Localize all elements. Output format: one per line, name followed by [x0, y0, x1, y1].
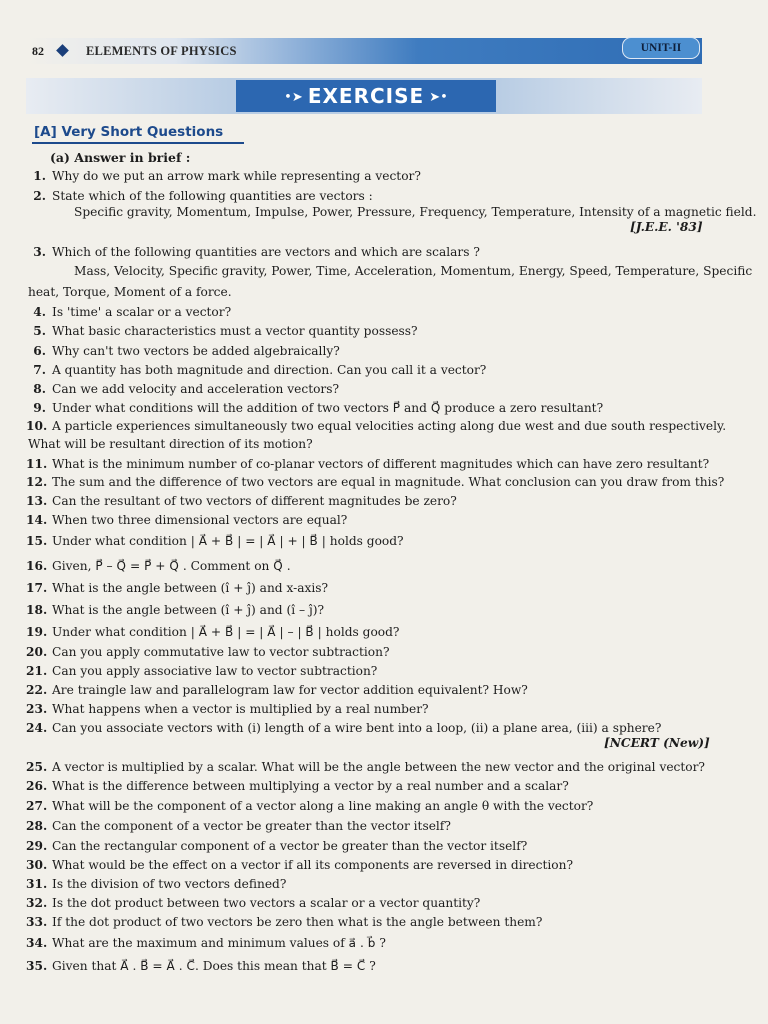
question-21 [26, 663, 377, 679]
question-number: 24. [26, 721, 48, 735]
unit-badge: UNIT-II [622, 37, 700, 59]
reference-tag: [J.E.E. '83] [630, 220, 703, 234]
question-13 [26, 493, 457, 509]
question-10-continuation: What will be resultant direction of its motion? [28, 437, 313, 451]
question-text: Can you apply commutative law to vector subtraction? [52, 645, 390, 659]
question-number: 33. [26, 915, 48, 929]
question-26 [26, 778, 569, 794]
question-number: 30. [26, 858, 48, 872]
question-24 [26, 720, 661, 736]
question-number: 23. [26, 702, 48, 716]
question-number: 12. [26, 475, 48, 489]
question-text: Under what condition | A⃗ + B⃗ | = | A⃗ | + | B⃗ | holds good? [52, 534, 404, 548]
question-text: Is the dot product between two vectors a scalar or a vector quantity? [52, 896, 481, 910]
question-15 [26, 533, 404, 549]
question-text: Can you associate vectors with (i) length of a wire bent into a loop, (ii) a plane area, (iii) a sphere? [52, 721, 662, 735]
exercise-banner [236, 80, 496, 112]
question-9 [26, 400, 603, 416]
question-number: 21. [26, 664, 48, 678]
question-number: 19. [26, 625, 48, 639]
question-number: 32. [26, 896, 48, 910]
question-23 [26, 701, 429, 717]
question-text: Are traingle law and parallelogram law for vector addition equivalent? How? [52, 683, 528, 697]
question-text: Under what conditions will the addition of two vectors P⃗ and Q⃗ produce a zero resultant? [52, 401, 604, 415]
question-number: 7. [33, 363, 46, 377]
question-number: 13. [26, 494, 48, 508]
question-3-continuation: heat, Torque, Moment of a force. [28, 285, 232, 299]
question-text: What would be the effect on a vector if all its components are reversed in direction? [52, 858, 573, 872]
question-34 [26, 935, 386, 951]
question-text: Can the component of a vector be greater than the vector itself? [52, 819, 451, 833]
question-text: Under what condition | A⃗ + B⃗ | = | A⃗ | – | B⃗ | holds good? [52, 625, 400, 639]
ornament-icon: •➤ [284, 90, 303, 105]
question-text: What is the difference between multiplying a vector by a real number and a scalar? [52, 779, 569, 793]
question-text: Can the rectangular component of a vector be greater than the vector itself? [52, 839, 528, 853]
question-text: Given, P⃗ – Q⃗ = P⃗ + Q⃗ . Comment on Q⃗ . [52, 559, 291, 573]
page-number: 82 [32, 44, 44, 58]
question-number: 15. [26, 534, 48, 548]
reference-tag: [NCERT (New)] [604, 736, 710, 750]
question-number: 11. [26, 457, 48, 471]
question-text: Is the division of two vectors defined? [52, 877, 287, 891]
question-number: 26. [26, 779, 48, 793]
question-text: Why do we put an arrow mark while representing a vector? [52, 169, 421, 183]
question-16 [26, 558, 291, 574]
question-19 [26, 624, 399, 640]
question-35 [26, 958, 376, 974]
question-number: 2. [33, 189, 46, 203]
question-number: 4. [33, 305, 46, 319]
question-text: The sum and the difference of two vectors are equal in magnitude. What conclusion can you draw from this? [52, 475, 725, 489]
question-text: What is the angle between (î + ĵ) and x-axis? [52, 581, 329, 595]
section-underline [32, 142, 244, 144]
question-text: Is 'time' a scalar or a vector? [52, 305, 232, 319]
question-5 [26, 323, 418, 339]
question-25 [26, 759, 705, 775]
question-number: 35. [26, 959, 48, 973]
question-number: 1. [33, 169, 46, 183]
question-28 [26, 818, 451, 834]
question-number: 9. [33, 401, 46, 415]
question-number: 10. [26, 419, 48, 433]
question-text: Why can't two vectors be added algebraically? [52, 344, 340, 358]
question-text: State which of the following quantities are vectors : [52, 189, 373, 203]
question-18 [26, 602, 324, 618]
question-29 [26, 838, 527, 854]
question-number: 29. [26, 839, 48, 853]
question-text: A vector is multiplied by a scalar. What will be the angle between the new vector and the original vector? [52, 760, 705, 774]
question-3 [26, 244, 480, 260]
question-number: 20. [26, 645, 48, 659]
question-number: 22. [26, 683, 48, 697]
question-text: What is the minimum number of co-planar vectors of different magnitudes which can have zero resultant? [52, 457, 710, 471]
question-text: Given that A⃗ . B⃗ = A⃗ . C⃗. Does this mean that B⃗ = C⃗ ? [52, 959, 376, 973]
question-14 [26, 512, 347, 528]
question-number: 34. [26, 936, 48, 950]
question-text: If the dot product of two vectors be zero then what is the angle between them? [52, 915, 543, 929]
question-11 [26, 456, 709, 472]
question-text: Can we add velocity and acceleration vectors? [52, 382, 340, 396]
question-text: Can you apply associative law to vector subtraction? [52, 664, 378, 678]
question-6 [26, 343, 340, 359]
question-3-continuation: Mass, Velocity, Specific gravity, Power, Time, Acceleration, Momentum, Energy, Speed, Temperature, Specific [74, 264, 753, 278]
question-text: What is the angle between (î + ĵ) and (î – ĵ)? [52, 603, 325, 617]
question-number: 18. [26, 603, 48, 617]
question-33 [26, 914, 542, 930]
ornament-icon: ➤• [429, 90, 448, 105]
question-text: Can the resultant of two vectors of different magnitudes be zero? [52, 494, 457, 508]
question-number: 14. [26, 513, 48, 527]
question-2 [26, 188, 373, 204]
question-31 [26, 876, 286, 892]
subsection-heading: (a) Answer in brief : [50, 150, 191, 165]
question-number: 8. [33, 382, 46, 396]
question-text: A particle experiences simultaneously two equal velocities acting along due west and due south respectively. [52, 419, 727, 433]
question-7 [26, 362, 486, 378]
question-number: 5. [33, 324, 46, 338]
question-number: 31. [26, 877, 48, 891]
book-title: ELEMENTS OF PHYSICS [86, 44, 237, 58]
exercise-title: EXERCISE [307, 84, 425, 108]
question-4 [26, 304, 231, 320]
question-32 [26, 895, 480, 911]
question-text: Which of the following quantities are vectors and which are scalars ? [52, 245, 480, 259]
question-number: 28. [26, 819, 48, 833]
section-heading: [A] Very Short Questions [34, 124, 224, 140]
question-12 [26, 474, 724, 490]
question-text: What will be the component of a vector along a line making an angle θ with the vector? [52, 799, 594, 813]
question-number: 3. [33, 245, 46, 259]
question-number: 25. [26, 760, 48, 774]
question-10 [26, 418, 726, 434]
question-number: 27. [26, 799, 48, 813]
question-8 [26, 381, 339, 397]
question-1 [26, 168, 421, 184]
question-text: What happens when a vector is multiplied by a real number? [52, 702, 429, 716]
question-number: 16. [26, 559, 48, 573]
question-text: When two three dimensional vectors are equal? [52, 513, 348, 527]
question-text: A quantity has both magnitude and direction. Can you call it a vector? [52, 363, 487, 377]
question-20 [26, 644, 390, 660]
question-17 [26, 580, 328, 596]
question-number: 6. [33, 344, 46, 358]
question-number: 17. [26, 581, 48, 595]
question-22 [26, 682, 528, 698]
question-text: What are the maximum and minimum values of a⃗ . b⃗ ? [52, 936, 386, 950]
question-27 [26, 798, 593, 814]
question-text: What basic characteristics must a vector quantity possess? [52, 324, 418, 338]
question-30 [26, 857, 573, 873]
question-2-continuation: Specific gravity, Momentum, Impulse, Power, Pressure, Frequency, Temperature, Intensity of a magnetic field. [74, 205, 757, 219]
